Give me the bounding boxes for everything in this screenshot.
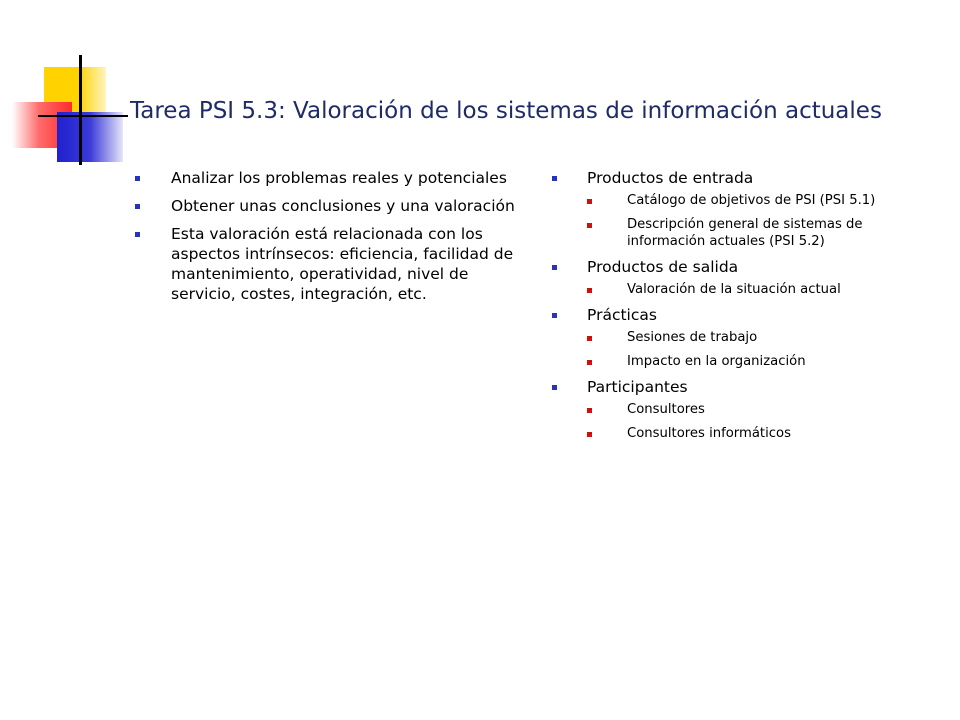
square-bullet-icon <box>135 176 140 181</box>
red-square-bullet-icon <box>587 432 592 437</box>
left-list-item <box>133 196 518 216</box>
square-bullet-icon <box>135 232 140 237</box>
red-square-bullet-icon <box>587 223 592 228</box>
sub-list-item <box>587 329 930 346</box>
sub-list-item <box>587 192 930 209</box>
right-list-item-outputs <box>550 257 930 298</box>
sub-list-item-text: Descripción general de sistemas de información actuales (PSI 5.2) <box>627 217 863 249</box>
square-bullet-icon <box>552 385 557 390</box>
left-list-item-text: Obtener unas conclusiones y una valoración <box>171 197 515 215</box>
square-bullet-icon <box>552 313 557 318</box>
red-square-bullet-icon <box>587 408 592 413</box>
sub-list-item <box>587 425 930 442</box>
right-bullet-list <box>550 168 930 449</box>
sub-list-item <box>587 216 930 250</box>
sub-list <box>587 329 930 370</box>
red-square-bullet-icon <box>587 288 592 293</box>
right-list-item-inputs <box>550 168 930 250</box>
logo-vertical-line <box>79 55 82 165</box>
sub-list-item <box>587 353 930 370</box>
slide-logo-decoration <box>0 0 140 180</box>
sub-list-item-text: Consultores <box>627 402 705 417</box>
left-list-item-text: Esta valoración está relacionada con los aspectos intrínsecos: eficiencia, facilidad de mantenimiento, operatividad, nivel de servicio, costes, integración, etc. <box>171 225 514 303</box>
right-list-item-label: Participantes <box>587 378 688 396</box>
left-list-item-text: Analizar los problemas reales y potenciales <box>171 169 507 187</box>
red-square-bullet-icon <box>587 336 592 341</box>
right-list-item-practices <box>550 305 930 370</box>
sub-list <box>587 192 930 250</box>
sub-list-item <box>587 281 930 298</box>
slide-title: Tarea PSI 5.3: Valoración de los sistemas de información actuales <box>130 98 882 124</box>
left-bullet-list <box>133 168 518 312</box>
sub-list-item-text: Valoración de la situación actual <box>627 282 841 297</box>
square-bullet-icon <box>135 204 140 209</box>
square-bullet-icon <box>552 176 557 181</box>
sub-list <box>587 281 930 298</box>
red-square-bullet-icon <box>587 199 592 204</box>
sub-list-item-text: Catálogo de objetivos de PSI (PSI 5.1) <box>627 193 876 208</box>
right-list-item-label: Productos de entrada <box>587 169 754 187</box>
logo-blue-square <box>57 112 123 162</box>
right-list-item-participants <box>550 377 930 442</box>
logo-horizontal-line <box>38 115 128 117</box>
right-list-item-label: Prácticas <box>587 306 657 324</box>
left-list-item <box>133 168 518 188</box>
square-bullet-icon <box>552 265 557 270</box>
sub-list-item-text: Impacto en la organización <box>627 354 806 369</box>
sub-list-item-text: Sesiones de trabajo <box>627 330 758 345</box>
right-list-item-label: Productos de salida <box>587 258 739 276</box>
left-list-item <box>133 224 518 304</box>
red-square-bullet-icon <box>587 360 592 365</box>
sub-list-item <box>587 401 930 418</box>
sub-list-item-text: Consultores informáticos <box>627 426 791 441</box>
sub-list <box>587 401 930 442</box>
